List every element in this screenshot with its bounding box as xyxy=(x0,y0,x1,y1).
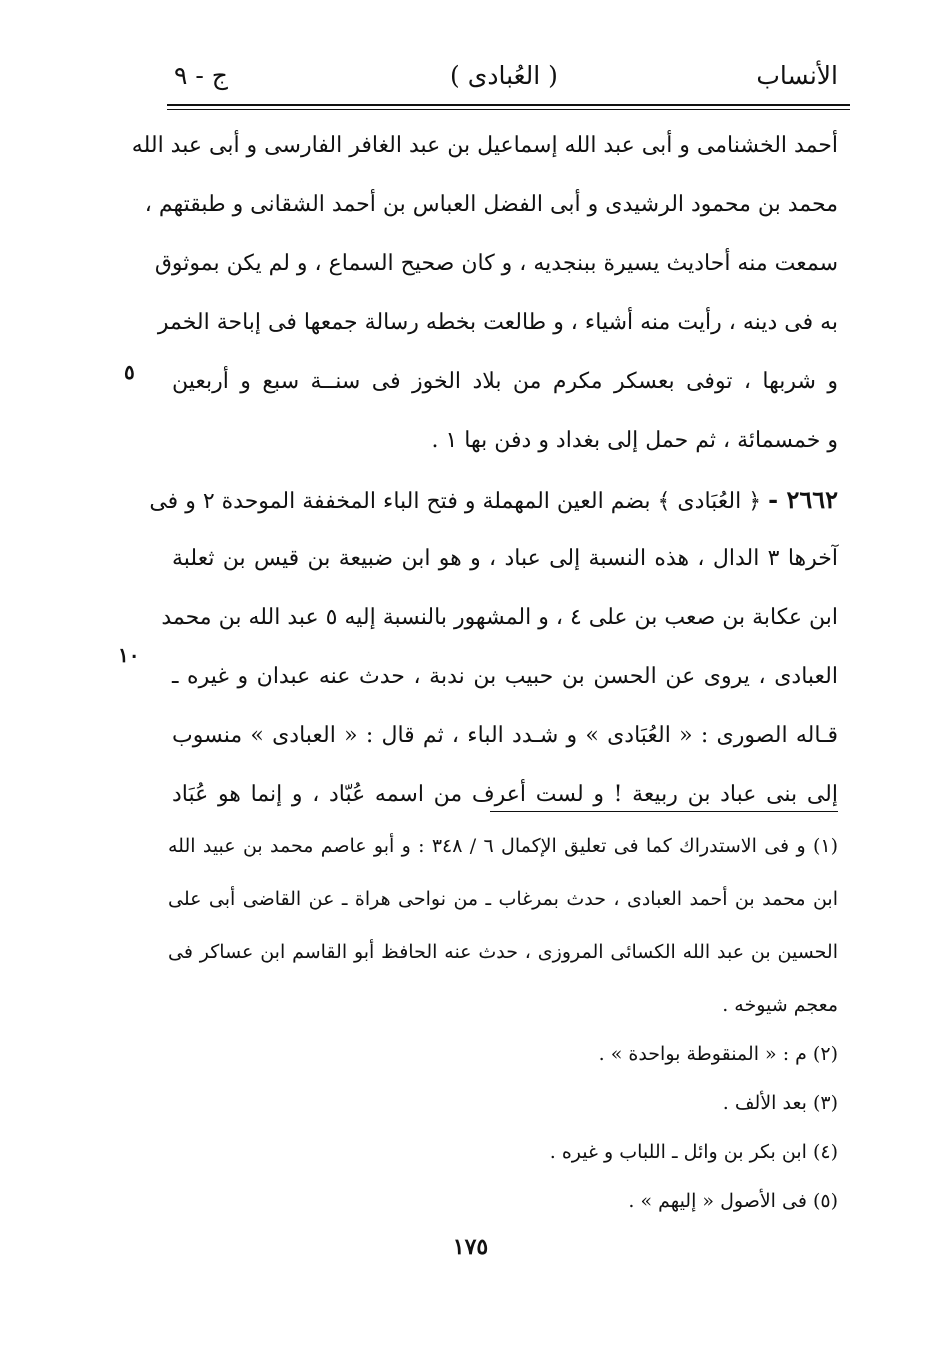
entry-heading-text: ﴿ العُبَادى ﴾ بضم العين المهملة و فتح الباء المخففة الموحدة ٢ و فى xyxy=(149,489,762,514)
footnote-5: (٥) فى الأصول « إليهم » . xyxy=(628,1190,838,1212)
body-line: أحمد الخشنامى و أبى عبد الله إسماعيل بن عبد الغافر الفارسى و أبى عبد الله xyxy=(131,133,838,158)
body-line: و خمسمائة ، ثم حمل إلى بغداد و دفن بها ١ . xyxy=(431,428,838,453)
footnote-1-line: ابن محمد بن أحمد العبادى ، حدث بمرغاب ـ من نواحى هراة ـ عن القاضى أبى على xyxy=(168,888,838,910)
running-header xyxy=(170,56,838,96)
footnote-1-line: الحسين بن عبد الله الكسائى المروزى ، حدث عنه الحافظ أبو القاسم ابن عساكر فى xyxy=(168,941,838,963)
entry-line: إلى بنى عباد بن ربيعة ! و لست أعرف من اسمه عُبّاد ، و إنما هو عُبَاد xyxy=(172,782,838,807)
entry-line: ابن عكابة بن صعب بن على ٤ ، و المشهور بالنسبة إليه ٥ عبد الله بن محمد xyxy=(161,605,838,630)
footnote-separator xyxy=(490,811,838,812)
entry-line: العبادى ، يروى عن الحسن بن حبيب بن ندبة ، حدث عنه عبدان و غيره ـ xyxy=(172,664,838,689)
volume-number: ج - ٩ xyxy=(174,61,228,90)
body-line: به فى دينه ، رأيت منه أشياء ، و طالعت بخطه رسالة جمعها فى إباحة الخمر xyxy=(157,310,838,335)
footnote-3: (٣) بعد الألف . xyxy=(722,1092,838,1114)
entry-first-line xyxy=(149,476,838,535)
footnote-4: (٤) ابن بكر بن وائل ـ اللباب و غيره . xyxy=(549,1141,838,1163)
entry-number: ٢٦٦٢ - xyxy=(768,485,838,514)
footnote-2: (٢) م : « المنقوطة بواحدة » . xyxy=(598,1043,838,1065)
book-title: الأنساب xyxy=(756,61,838,90)
footnotes xyxy=(168,824,838,1228)
entry-line: قـاله الصورى : « العُبَادى » و شـدد الباء ، ثم قال : « العبادى » منسوب xyxy=(172,723,838,748)
entry-line: آخرها ٣ الدال ، هذه النسبة إلى عباد ، و هو ابن ضبيعة بن قيس بن ثعلبة xyxy=(172,546,838,571)
footnote-1-line: (١) و فى الاستدراك كما فى تعليق الإكمال ٦ / ٣٤٨ : و أبو عاصم محمد بن عبيد الله xyxy=(168,835,838,857)
main-text xyxy=(131,122,838,830)
section-title: ( العُبادى ) xyxy=(450,61,558,90)
page-number: ١٧٥ xyxy=(452,1234,489,1260)
body-line: سمعت منه أحاديث يسيرة ببنجديه ، و كان صحيح السماع ، و لم يكن بموثوق xyxy=(154,251,838,276)
body-line: و شربها ، توفى بعسكر مكرم من بلاد الخوز فى سنــة سبع و أربعين xyxy=(172,369,838,394)
margin-line-number: ٥ xyxy=(124,360,135,384)
footnote-1-line: معجم شيوخه . xyxy=(722,994,838,1016)
header-rule xyxy=(167,104,850,110)
body-line: محمد بن محمود الرشيدى و أبى الفضل العباس بن أحمد الشقانى و طبقتهم ، xyxy=(144,192,838,217)
margin-line-number: ١٠ xyxy=(118,643,140,667)
